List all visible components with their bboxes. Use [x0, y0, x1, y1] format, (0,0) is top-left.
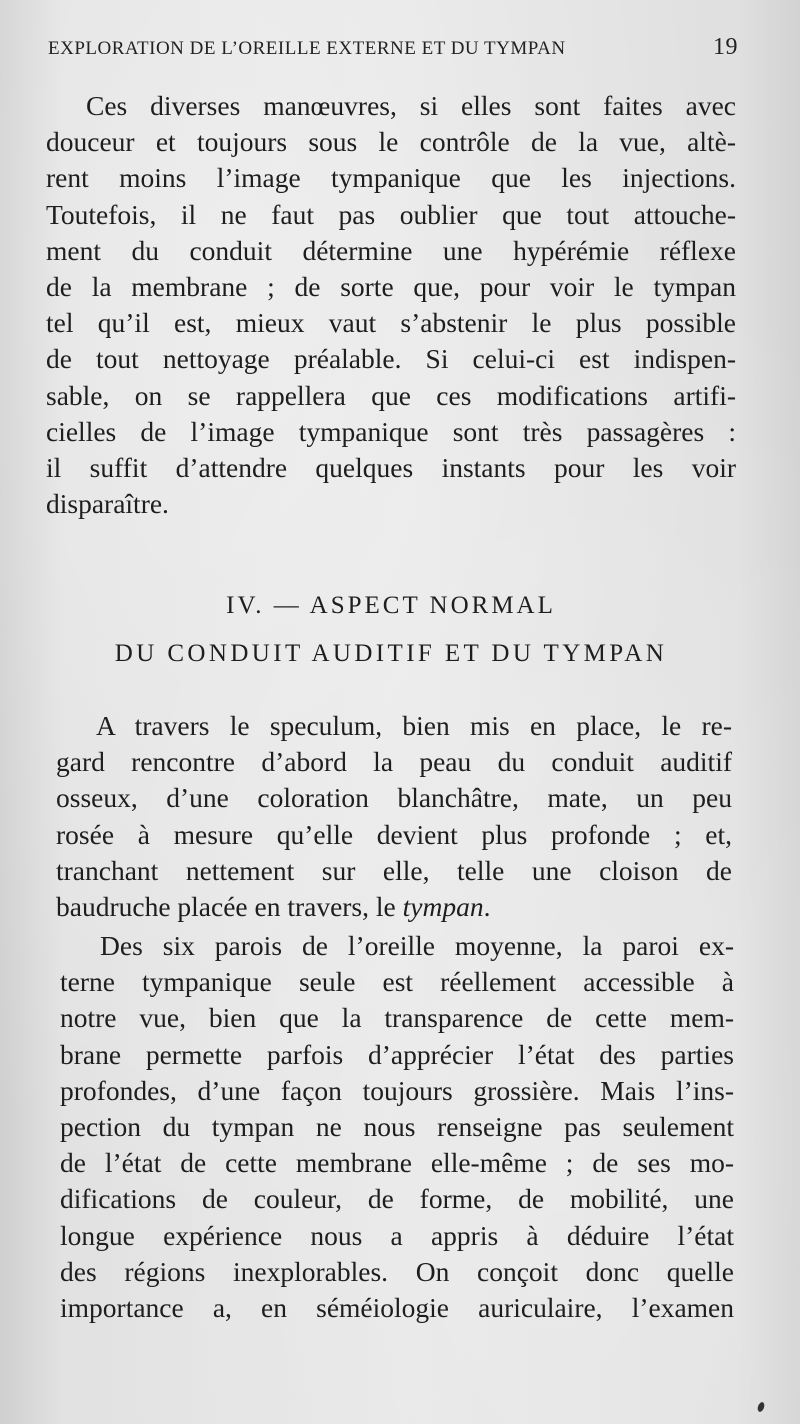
text-fragment: .	[483, 890, 491, 922]
text-line: terne tympanique seule est réellement accessible à	[60, 966, 734, 998]
text-fragment: baudruche placée en travers, le	[56, 890, 403, 922]
text-line: osseux, d’une coloration blanchâtre, mate, un peu	[56, 782, 732, 814]
paragraph-1	[46, 88, 736, 522]
section-heading-line-2: DU CONDUIT AUDITIF ET DU TYMPAN	[114, 640, 668, 667]
text-line	[56, 889, 732, 925]
running-head-title: EXPLORATION DE L’OREILLE EXTERNE ET DU TYMPAN	[48, 38, 566, 59]
text-line: gard rencontre d’abord la peau du conduit auditif	[56, 746, 732, 778]
text-line: cielles de l’image tympanique sont très passagères :	[46, 415, 736, 447]
text-line: difications de couleur, de forme, de mobilité, une	[60, 1183, 734, 1215]
italic-term: tympan	[402, 890, 484, 922]
page-number: 19	[713, 34, 738, 60]
text-line: importance a, en séméiologie auriculaire, l’examen	[60, 1291, 734, 1323]
text-line: Des six parois de l’oreille moyenne, la paroi ex-	[100, 930, 734, 961]
text-line: ment du conduit détermine une hypérémie réflexe	[46, 234, 736, 266]
text-line: tel qu’il est, mieux vaut s’abstenir le plus possible	[46, 307, 736, 339]
text-line: sable, on se rappellera que ces modifications artifi-	[46, 379, 736, 411]
text-line: des régions inexplorables. On conçoit donc quelle	[60, 1255, 734, 1287]
text-line: de tout nettoyage préalable. Si celui-ci est indispen-	[46, 343, 736, 375]
text-line: Toutefois, il ne faut pas oublier que tout attouche-	[46, 198, 736, 230]
text-line: rosée à mesure qu’elle devient plus profonde ; et,	[56, 818, 732, 850]
text-line: tranchant nettement sur elle, telle une cloison de	[56, 854, 732, 886]
text-line: profondes, d’une façon toujours grossière. Mais l’ins-	[60, 1074, 734, 1106]
text-line: rent moins l’image tympanique que les injections.	[46, 162, 736, 194]
text-line: de l’état de cette membrane elle-même ; de ses mo-	[60, 1147, 734, 1179]
text-line: disparaître.	[46, 488, 169, 520]
section-heading-line-1: IV. — ASPECT NORMAL	[226, 592, 556, 619]
paragraph-2	[56, 708, 732, 925]
text-line: pection du tympan ne nous renseigne pas seulement	[60, 1110, 734, 1142]
text-line: de la membrane ; de sorte que, pour voir le tympan	[46, 270, 736, 302]
text-line: longue expérience nous a appris à déduire l’état	[60, 1219, 734, 1251]
text-line: notre vue, bien que la transparence de cette mem-	[60, 1002, 734, 1034]
text-line: il suffit d’attendre quelques instants pour les voir	[46, 451, 736, 483]
text-line: douceur et toujours sous le contrôle de la vue, altè-	[46, 126, 736, 158]
paragraph-3	[60, 928, 734, 1326]
ink-speck	[756, 1401, 765, 1412]
text-line: A travers le speculum, bien mis en place, le re-	[96, 710, 732, 741]
text-line: Ces diverses manœuvres, si elles sont faites avec	[86, 90, 736, 121]
text-line: brane permette parfois d’apprécier l’état des parties	[60, 1038, 734, 1070]
